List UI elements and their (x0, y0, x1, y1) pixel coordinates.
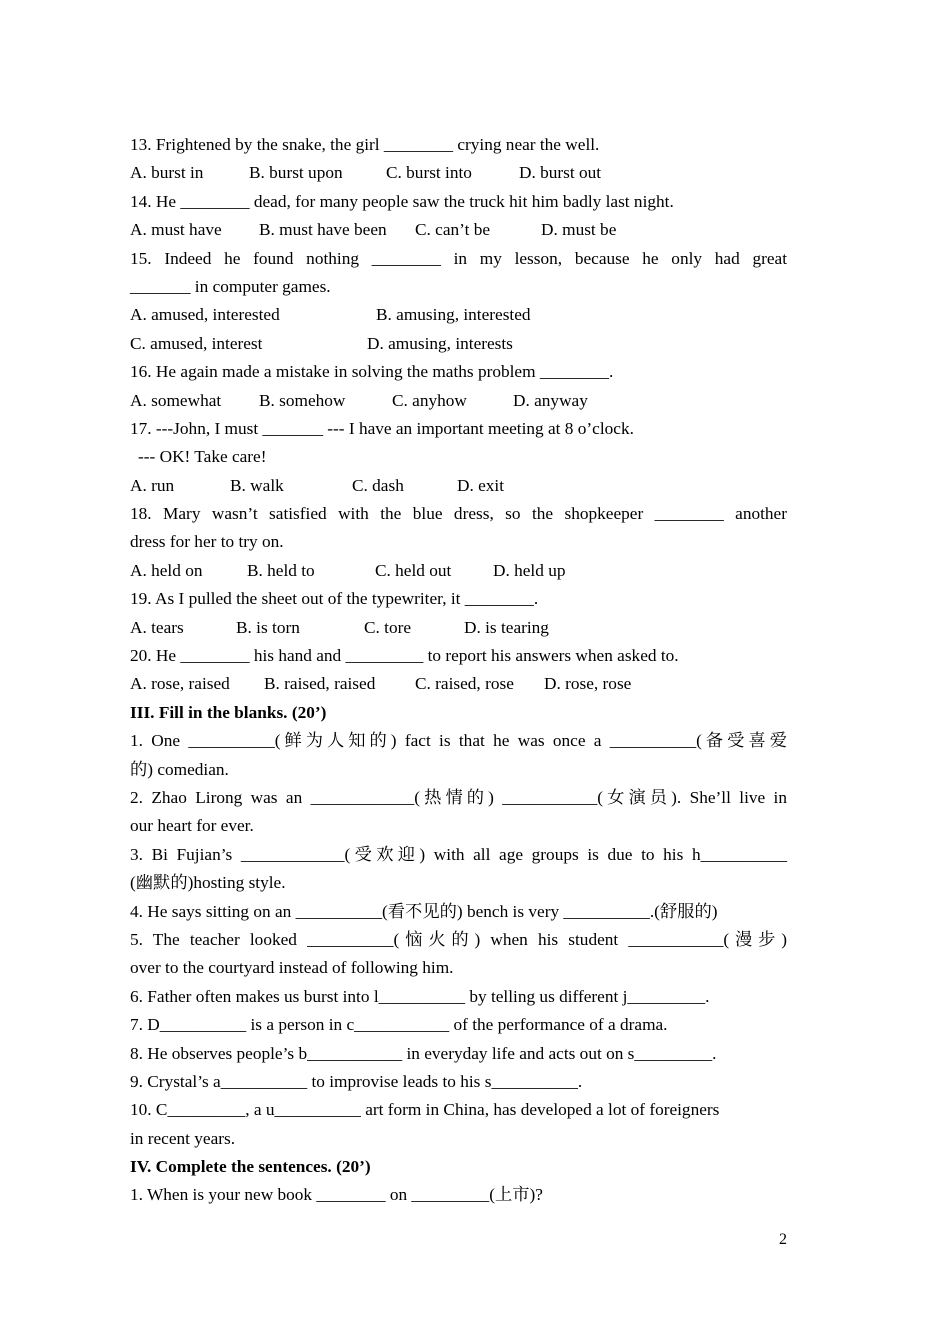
option-d: D. is tearing (464, 617, 549, 637)
question-18-options (130, 557, 787, 585)
blank-10-line-2: in recent years. (130, 1128, 236, 1148)
option-c: C. burst into (386, 163, 472, 183)
blank-3-line-1: 3. Bi Fujian’s ____________(受欢迎) with all age groups is due to his h__________ (130, 844, 787, 864)
option-c: C. dash (352, 475, 404, 495)
sentence-1: 1. When is your new book ________ on _________(上市)? (130, 1185, 543, 1205)
option-b: B. must have been (259, 220, 387, 240)
blank-9: 9. Crystal’s a__________ to improvise leads to his s__________. (130, 1071, 583, 1091)
question-18-line-1: 18. Mary wasn’t satisfied with the blue dress, so the shopkeeper ________ another (130, 504, 787, 524)
option-d: D. anyway (513, 390, 588, 410)
option-a: A. run (130, 475, 175, 495)
blank-4: 4. He says sitting on an __________(看不见的) bench is very __________.(舒服的) (130, 901, 718, 921)
question-13-options (130, 159, 787, 187)
option-a: A. amused, interested (130, 305, 280, 325)
option-c: C. tore (364, 617, 412, 637)
question-15-line-2: _______ in computer games. (130, 276, 331, 296)
option-b: B. raised, raised (264, 674, 376, 694)
option-b: B. held to (247, 560, 315, 580)
option-d: D. amusing, interests (367, 333, 513, 353)
blank-2-line-1: 2. Zhao Lirong was an ____________(热情的) ___________(女演员). She’ll live in (130, 787, 787, 807)
question-17-options (130, 472, 787, 500)
blank-5-line-2: over to the courtyard instead of following him. (130, 958, 454, 978)
blank-6: 6. Father often makes us burst into l__________ by telling us different j_________. (130, 986, 710, 1006)
page-number: 2 (779, 1231, 787, 1248)
option-c: C. can’t be (415, 220, 491, 240)
option-d: D. rose, rose (544, 674, 632, 694)
section-3-heading: III. Fill in the blanks. (20’) (130, 702, 327, 722)
option-a: A. held on (130, 560, 203, 580)
question-19: 19. As I pulled the sheet out of the typewriter, it ________. (130, 589, 539, 609)
blank-7: 7. D__________ is a person in c___________ of the performance of a drama. (130, 1015, 668, 1035)
blank-8: 8. He observes people’s b___________ in everyday life and acts out on s_________. (130, 1043, 717, 1063)
option-a: A. must have (130, 220, 222, 240)
document-page (130, 131, 787, 1210)
option-d: D. burst out (519, 163, 602, 183)
option-a: A. tears (130, 617, 184, 637)
option-b: B. amusing, interested (376, 305, 531, 325)
blank-10-line-1: 10. C_________, a u__________ art form in China, has developed a lot of foreigners (130, 1100, 720, 1120)
option-a: A. burst in (130, 163, 204, 183)
option-d: D. held up (493, 560, 566, 580)
question-16-options (130, 387, 787, 415)
question-15-options-row-2 (130, 330, 787, 358)
option-c: C. raised, rose (415, 674, 514, 694)
question-18-line-2: dress for her to try on. (130, 532, 284, 552)
question-16: 16. He again made a mistake in solving the maths problem ________. (130, 362, 614, 382)
option-a: A. rose, raised (130, 674, 230, 694)
question-19-options (130, 614, 787, 642)
question-14-options (130, 216, 787, 244)
option-b: B. is torn (236, 617, 300, 637)
option-b: B. somehow (259, 390, 346, 410)
option-d: D. must be (541, 220, 617, 240)
option-c: C. anyhow (392, 390, 467, 410)
option-b: B. burst upon (249, 163, 343, 183)
option-b: B. walk (230, 475, 284, 495)
question-15-line-1: 15. Indeed he found nothing ________ in my lesson, because he only had great (130, 248, 787, 268)
question-17-line-1: 17. ---John, I must _______ --- I have an important meeting at 8 o’clock. (130, 418, 634, 438)
blank-1-line-1: 1. One __________(鲜为人知的) fact is that he was once a __________(备受喜爱 (130, 731, 787, 751)
question-17-line-2: --- OK! Take care! (138, 447, 267, 467)
option-c: C. held out (375, 560, 452, 580)
question-15-options-row-1 (130, 301, 787, 329)
question-14: 14. He ________ dead, for many people saw the truck hit him badly last night. (130, 191, 674, 211)
option-c: C. amused, interest (130, 333, 263, 353)
blank-2-line-2: our heart for ever. (130, 816, 254, 836)
option-d: D. exit (457, 475, 505, 495)
blank-5-line-1: 5. The teacher looked __________(恼火的) when his student ___________(漫步) (130, 929, 787, 949)
question-20-options (130, 670, 787, 698)
question-20: 20. He ________ his hand and _________ to report his answers when asked to. (130, 646, 679, 666)
blank-3-line-2: (幽默的)hosting style. (130, 873, 286, 893)
question-13: 13. Frightened by the snake, the girl ________ crying near the well. (130, 135, 600, 154)
section-4-heading: IV. Complete the sentences. (20’) (130, 1157, 371, 1177)
blank-1-line-2: 的) comedian. (130, 759, 229, 779)
option-a: A. somewhat (130, 390, 222, 410)
